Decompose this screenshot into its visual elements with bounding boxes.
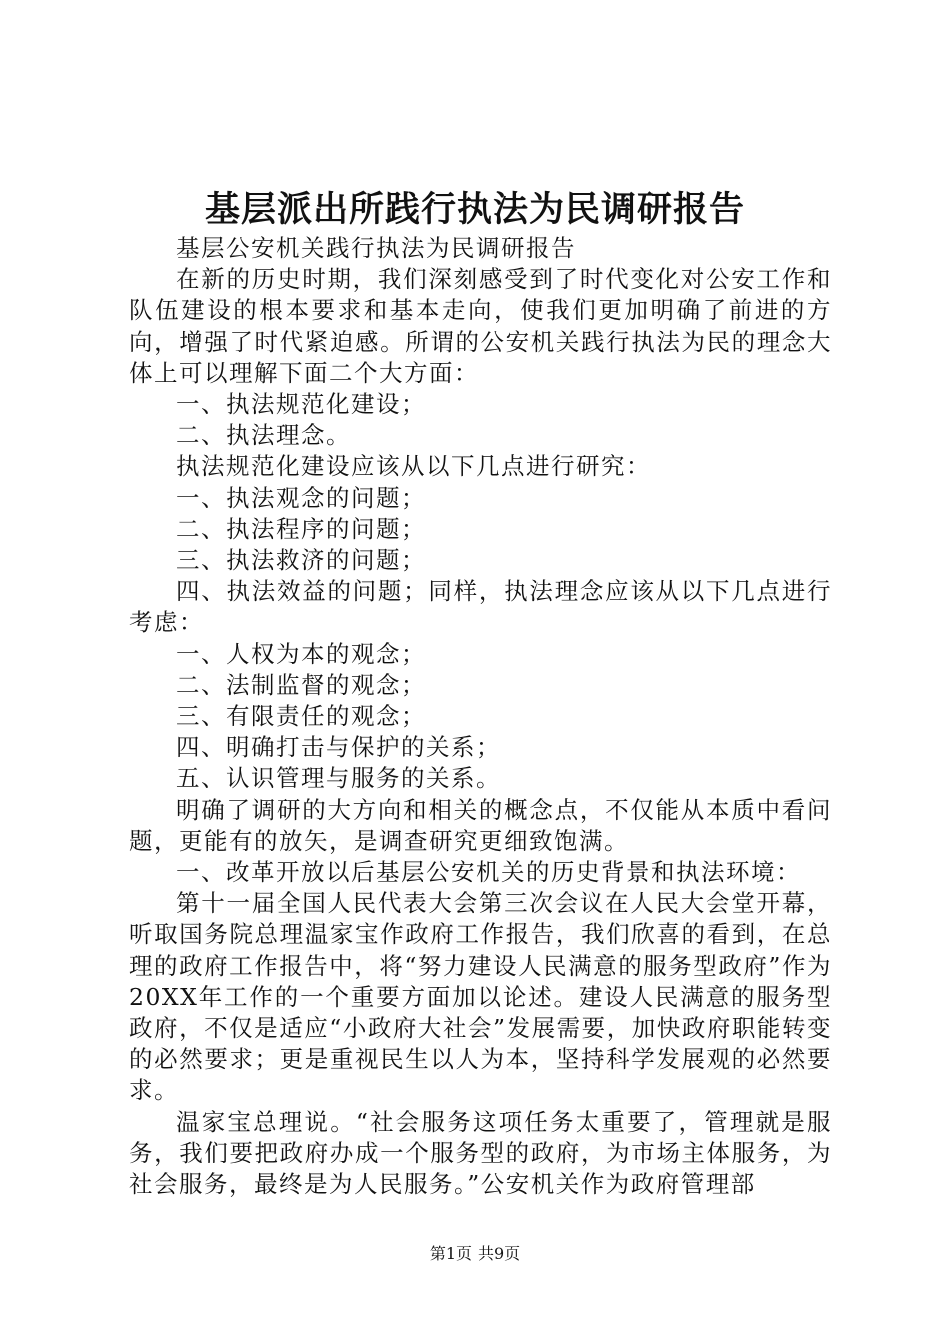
paragraph: 执法规范化建设应该从以下几点进行研究： (176, 452, 651, 481)
paragraph: 一、人权为本的观念； (176, 639, 426, 668)
paragraph: 四、明确打击与保护的关系； (176, 733, 501, 762)
paragraph: 一、执法规范化建设； (176, 390, 426, 419)
paragraph: 二、执法程序的问题； (176, 514, 426, 543)
paragraph: 三、有限责任的观念； (176, 702, 426, 731)
paragraph: 第十一届全国人民代表大会第三次会议在人民大会堂开幕，听取国务院总理温家宝作政府工作报告，我们欣喜的看到，在总理的政府工作报告中，将“努力建设人民满意的服务型政府”作为20XX年工作的一个重要方面加以论述。建设人民满意的服务型政府，不仅是适应“小政府大社会”发展需要，加快政府职能转变的必然要求；更是重视民生以人为本，坚持科学发展观的必然要求。 (129, 889, 832, 1105)
page-total: 共9页 (478, 1244, 521, 1263)
paragraph: 五、认识管理与服务的关系。 (176, 764, 501, 793)
paragraph: 温家宝总理说。“社会服务这项任务太重要了，管理就是服务，我们要把政府办成一个服务型的政府，为市场主体服务，为社会服务，最终是为人民服务。”公安机关作为政府管理部 (129, 1107, 832, 1199)
paragraph: 三、执法救济的问题； (176, 546, 426, 575)
paragraph: 一、执法观念的问题； (176, 483, 426, 512)
paragraph: 明确了调研的大方向和相关的概念点，不仅能从本质中看问题，更能有的放矢，是调查研究更细致饱满。 (129, 795, 832, 855)
page-footer (0, 1243, 950, 1265)
page-number: 第1页 (429, 1244, 472, 1263)
paragraph: 二、执法理念。 (176, 421, 351, 450)
document-body (129, 233, 832, 1200)
paragraph: 基层公安机关践行执法为民调研报告 (176, 234, 576, 262)
paragraph: 一、改革开放以后基层公安机关的历史背景和执法环境： (176, 858, 801, 887)
paragraph: 在新的历史时期，我们深刻感受到了时代变化对公安工作和队伍建设的根本要求和基本走向，使我们更加明确了前进的方向，增强了时代紧迫感。所谓的公安机关践行执法为民的理念大体上可以理解下面二个大方面： (129, 265, 832, 387)
document-title: 基层派出所践行执法为民调研报告 (204, 190, 745, 230)
paragraph: 四、执法效益的问题；同样，执法理念应该从以下几点进行考虑： (129, 577, 832, 637)
paragraph: 二、法制监督的观念； (176, 670, 426, 699)
